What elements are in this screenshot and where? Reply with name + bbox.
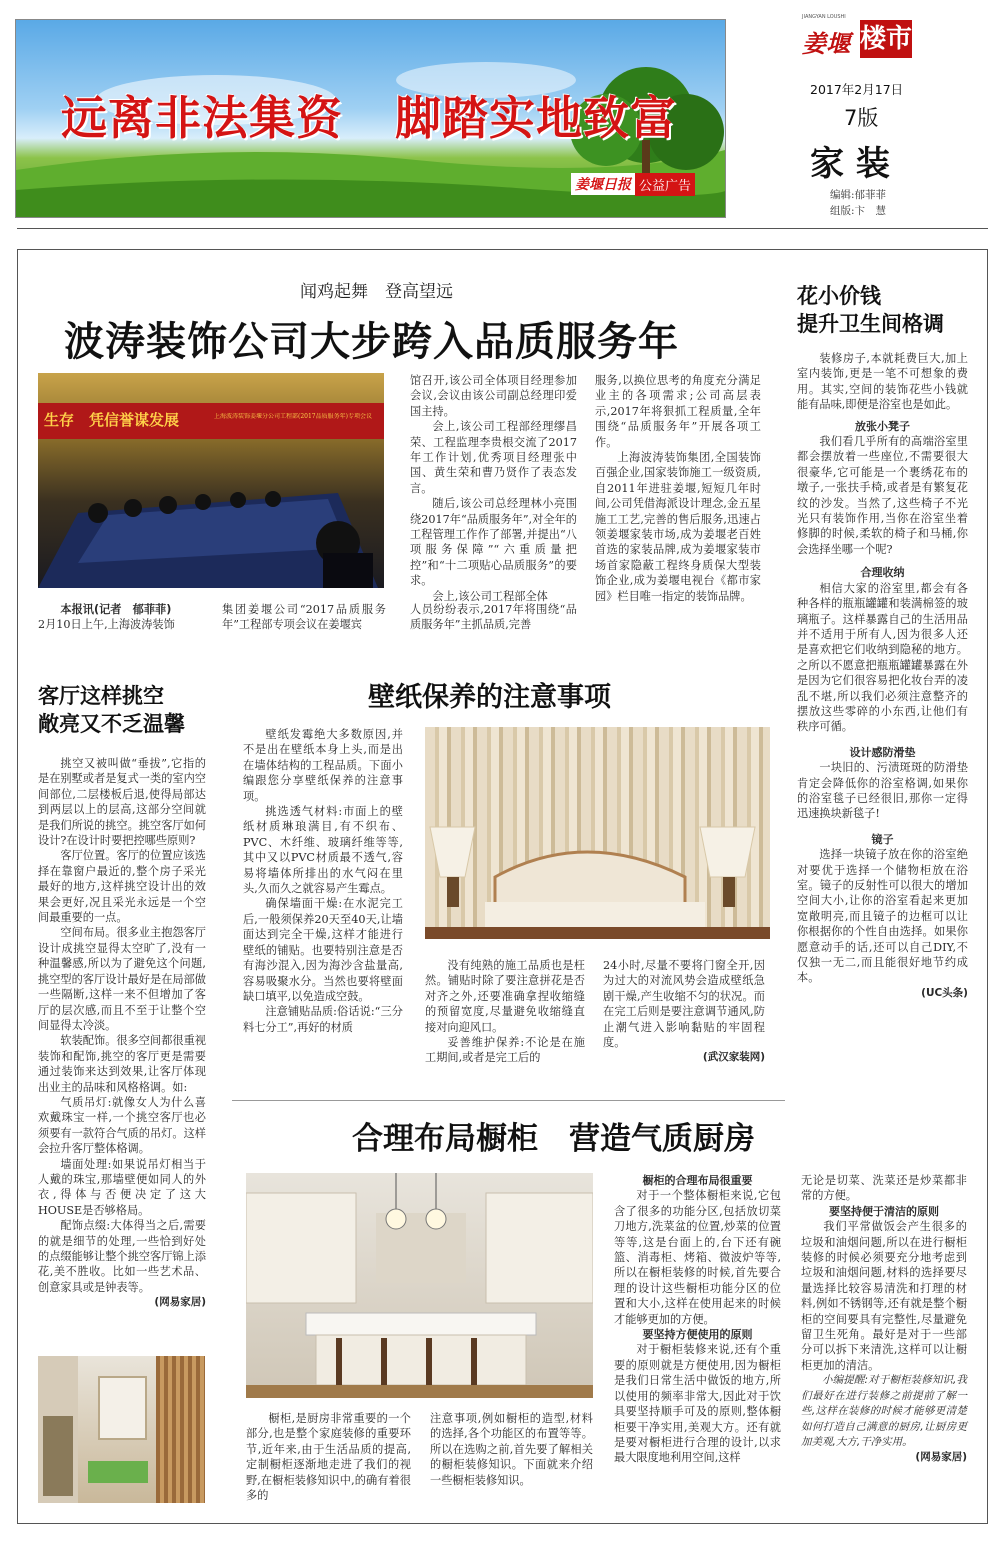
article-kicker: 闻鸡起舞 登高望远	[300, 282, 453, 302]
ad-slogan	[61, 82, 677, 148]
paragraph: 人员纷纷表示,2017年将围绕“品质服务年”主抓品质,完善	[410, 603, 577, 632]
wallpaper-title: 壁纸保养的注意事项	[368, 682, 611, 713]
paragraph: 注意铺贴品质:俗话说:“三分料七分工”,再好的材质	[243, 1005, 403, 1034]
paragraph: 没有纯熟的施工品质也是枉然。铺贴时除了要注意拼花是否对齐之外,还要准确拿捏收缩缝的预留宽度,尽量避免收缩缝直接对向迎风口。	[425, 959, 585, 1034]
ad-slogan-1: 远离非法集资	[61, 91, 343, 145]
masthead-small-text: JIANGYAN LOUSHI	[802, 14, 846, 20]
meeting-banner-right: 上海波涛装饰姜堰分公司工程部(2017品质服务年)专项会议	[214, 413, 372, 420]
art1-col3	[410, 373, 577, 604]
subheading: 合理收纳	[860, 566, 905, 580]
art1-lead: 2月10日上午,上海波涛装饰	[38, 618, 175, 632]
paragraph: 空间布局。很多业主抱怨客厅设计成挑空显得太空旷了,没有一种温馨感,所以为了避免这个问题,挑空型的客厅设计最好是在局部做一些隔断,这样一来不但增加了客厅的层次感,而且不至于让整个空间显得太冷淡。	[38, 926, 206, 1032]
art1-col3b	[410, 602, 577, 633]
editor-tip: 小编提醒:对于橱柜装修知识,我们最好在进行装修之前提前了解一些,这样在装修的时候才能够更清楚如何打造自己满意的厨房,让厨房更加美观,大方,干净实用。	[801, 1374, 967, 1448]
kitchen-col3	[614, 1173, 781, 1466]
page-number: 7版	[844, 106, 879, 130]
paragraph: 确保墙面干燥:在水泥完工后,一般须保养20天至40天,让墙面达到完全干燥,这样才能进行壁纸的铺贴。也要特别注意是否有海沙混入,因为海沙含盐量高,容易吸聚水分。当然也要将壁面缺口填平,以免造成空鼓。	[243, 897, 403, 1003]
masthead-brand: 姜堰	[802, 29, 850, 58]
kitchen-divider	[232, 1100, 785, 1101]
ad-tag: 公益广告	[635, 173, 695, 196]
designer-credit: 组版:卞 慧	[830, 205, 887, 217]
paragraph: 软装配饰。很多空间都很重视装饰和配饰,挑空的客厅更是需要通过装饰来达到效果,让客厅体现出业主的品味和风格格调。如:	[38, 1034, 206, 1094]
paragraph: 随后,该公司总经理林小亮围绕2017年“品质服务年”,对全年的工程管理工作作了部署,并提出“八项服务保障”“六重质量把控”和“十二项贴心品质服务”的要求。	[410, 497, 577, 588]
bath-title-1: 花小价钱	[797, 284, 881, 308]
ad-sponsor	[571, 173, 695, 195]
kitchen-photo	[246, 1173, 593, 1398]
conference-table	[38, 453, 384, 588]
paragraph: 选择一块镜子放在你的浴室绝对要优于选择一个储物柜放在浴室。镜子的反射性可以很大的增加空间大小,让你的浴室看起来更加宽敞明亮,而且镜子的边框可以让你根据你的个性自由选择。如果你愿意动手的话,还可以自己DIY,不仅独一无二,而且能很好地节约成本。	[797, 848, 968, 985]
meeting-photo	[38, 373, 384, 588]
paragraph: 橱柜,是厨房非常重要的一个部分,也是整个家庭装修的重要环节,近年来,由于生活品质的提高,定制橱柜逐渐地走进了我们的视野,在橱柜装修知识中,的确有着很多的	[246, 1412, 411, 1503]
art1-col2-text: 集团姜堰公司“2017品质服务年”工程部专项会议在姜堰宾	[222, 603, 386, 632]
wallpaper-col3	[603, 958, 765, 1066]
subheading: 要坚持便于清洁的原则	[829, 1204, 939, 1218]
sofa-and-lamps	[425, 727, 770, 939]
subheading: 橱柜的合理布局很重要	[642, 1174, 753, 1187]
kitchen-col2	[430, 1411, 593, 1488]
paragraph: 壁纸发霉绝大多数原因,并不是出在壁纸本身上头,而是出在墙体结构的工程品质。下面小编跟您分享壁纸保养的注意事项。	[243, 728, 403, 803]
masthead-section: 楼市	[860, 20, 912, 58]
bath-title-2: 提升卫生间格调	[797, 312, 944, 336]
paragraph: 对于一个整体橱柜来说,它包含了很多的功能分区,包括放切菜刀地方,洗菜盆的位置,炒菜的位置等等,这是台面上的,台下还有碗篮、消毒柜、烤箱、微波炉等等,所以在橱柜装修的时候,首先要合理的设计这些橱柜功能分区的位置和大小,这样在使用起来的时候才能够更加的方便。	[614, 1189, 781, 1326]
paragraph: 服务,以换位思考的角度充分满足业主的各项需求;公司高层表示,2017年将狠抓工程质量,全年围绕“品质服务年”开展各项工作。	[595, 374, 761, 449]
subheading: 要坚持方便使用的原则	[642, 1328, 753, 1342]
kitchen-scene	[246, 1173, 593, 1398]
source-credit: (网易家居)	[154, 1296, 206, 1309]
paragraph: 一块旧的、污渍斑斑的防滑垫肯定会降低你的浴室格调,如果你的浴室毯子已经很旧,那你一定得迅速换块新毯子!	[797, 761, 968, 821]
paragraph: 气质吊灯:就像女人为什么喜欢戴珠宝一样,一个挑空客厅也必须要有一款符合气质的吊灯。这样会拉升客厅整体格调。	[38, 1095, 206, 1156]
source-credit: (武汉家装网)	[702, 1051, 765, 1064]
subheading: 镜子	[871, 832, 894, 846]
paragraph: 相信大家的浴室里,都会有各种各样的瓶瓶罐罐和装满棉签的玻璃瓶子。这样暴露自己的生活用品并不适用于所有人,因为很多人还是喜欢把它们收纳到隐秘的地方。之所以不愿意把瓶瓶罐罐暴露在外是因为它们很容易把化妆台弄的凌乱不堪,所以我们必须注意整齐的摆放这些零碎的小东西,让他们有秩序可循。	[797, 581, 968, 734]
paragraph: 对于橱柜装修来说,还有个重要的原则就是方便使用,因为橱柜是我们日常生活中做饭的地方,所以使用的频率非常大,因此对于饮具要坚持顺手可及的原则,整体橱柜要干净实用,美观大方。还有就是要对橱柜进行合理的设计,以求最大限度地利用空间,这样	[614, 1343, 781, 1465]
paragraph: 无论是切菜、洗菜还是炒菜都非常的方便。	[801, 1174, 967, 1203]
paragraph: 上海波涛装饰集团,全国装饰百强企业,国家装饰施工一级资质,自2011年进驻姜堰,短短几年时间,公司凭借海派设计理念,金五星施工工艺,完善的售后服务,迅速占领姜堰家装市场,成为姜堰老百姓首选的家装品牌,成为姜堰家装市场首家隐蔽工程终身质保大型装饰企业,成为姜堰电视台《都市家园》栏目唯一指定的装饰品牌。	[595, 451, 761, 603]
ad-paper-name: 姜堰日报	[571, 173, 635, 195]
paragraph: 墙面处理:如果说吊灯相当于人戴的珠宝,那墙壁便如同人的外衣,得体与否便决定了这大HOUSE是否够格局。	[38, 1157, 206, 1217]
paragraph: 妥善维护保养:不论是在施工期间,或者是完工后的	[425, 1036, 585, 1065]
source-credit: (UC头条)	[921, 986, 968, 999]
article-title: 波涛装饰公司大步跨入品质服务年	[64, 319, 679, 365]
meeting-banner-left: 生存 凭信誉谋发展	[44, 411, 180, 429]
paragraph: 装修房子,本就耗费巨大,加上室内装饰,更是一笔不可想象的费用。其实,空间的装饰花些小钱就能有品味,即便是浴室也是如此。	[797, 352, 968, 412]
issue-date: 2017年2月17日	[810, 82, 904, 97]
ad-slogan-2: 脚踏实地致富	[395, 91, 678, 145]
paragraph: 注意事项,例如橱柜的造型,材料的选择,各个功能区的布置等等。所以在选购之前,首先要了解相关的橱柜装修知识。下面就来介绍一些橱柜装修知识。	[430, 1412, 593, 1487]
paragraph: 会上,该公司工程部全体	[432, 589, 548, 603]
paragraph: 我们平常做饭会产生很多的垃圾和油烟问题,所以在进行橱柜装修的时候必须要充分地考虑到垃圾和油烟问题,材料的选择要尽量选择比较容易清洗和打理的材料,例如不锈钢等,还有就是整个橱柜的空间要具有完整性,尽量避免留卫生死角。最好是对于一些部分可以拆下来清洗,这样可以让橱柜更加的清洁。	[801, 1220, 967, 1372]
subheading: 放张小凳子	[855, 419, 910, 433]
art1-col2	[222, 602, 386, 633]
paragraph: 客厅位置。客厅的位置应该选择在靠窗户最近的,整个房子采光最好的地方,这样挑空设计出的效果会更好,况且采光永远是一个空间最重要的一点。	[38, 849, 206, 925]
public-ad-banner	[15, 19, 726, 218]
kitchen-col1	[246, 1411, 411, 1503]
paragraph: 配饰点缀:大体得当之后,需要的就是细节的处理,一些恰到好处的点缀能够让整个挑空客厅锦上添花,美不胜收。比如一些艺术品、创意家具或是钟表等。	[38, 1219, 206, 1294]
source-credit: (网易家居)	[915, 1451, 967, 1464]
paragraph: 24小时,尽量不要将门窗全开,因为过大的对流风势会造成壁纸急剧干燥,产生收缩不匀的状况。而在完工后则是要注意调节通风,防止潮气进入影响黏贴的牢固程度。	[603, 959, 765, 1050]
paragraph: 馆召开,该公司全体项目经理参加会议,会议由该公司副总经理印爱国主持。	[410, 374, 577, 418]
living-article	[38, 756, 206, 1311]
section-topic: 家 装	[810, 144, 890, 184]
subheading: 设计感防滑垫	[849, 745, 916, 759]
living-title-2: 敞亮又不乏温馨	[38, 712, 185, 736]
kitchen-title: 合理布局橱柜 营造气质厨房	[352, 1121, 755, 1157]
frame-divider-top	[17, 228, 988, 229]
paragraph: 会上,该公司工程部经理缪昌荣、工程监理李贵根交流了2017年工作计划,优秀项目经理张中国、黄生荣和曹乃贤作了表态发言。	[410, 420, 577, 495]
art1-col4	[595, 373, 761, 604]
wallpaper-col2	[425, 958, 585, 1066]
editor-credit: 编辑:郁菲菲	[830, 189, 887, 201]
bath-article	[797, 351, 968, 1001]
paragraph: 挑选透气材料:市面上的壁纸材质琳琅满目,有不织布、PVC、木纤维、玻璃纤维等等,其中又以PVC材质最不透气,容易将墙体所排出的水气闷在里头,久而久之就容易产生霉点。	[243, 805, 403, 896]
art1-col1	[38, 602, 210, 633]
wallpaper-room-photo	[425, 727, 770, 939]
kitchen-col4	[801, 1173, 967, 1466]
art1-byline: 本报讯(记者 郁菲菲)	[60, 603, 172, 616]
masthead	[740, 14, 990, 224]
loft-living-photo	[38, 1356, 205, 1503]
living-title-1: 客厅这样挑空	[38, 684, 164, 708]
paragraph: 挑空又被叫做“垂拔”,它指的是在别墅或者是复式一类的室内空间部位,二层楼板后退,使得局部达到两层以上的层高,这部分空间就是我们所说的挑空。挑空客厅如何设计?在设计时要把控哪些原则?	[38, 757, 206, 848]
paragraph: 我们看几乎所有的高端浴室里都会摆放着一些座位,不需要很大很豪华,它可能是一个裹绣花布的墩子,一张扶手椅,或者是有繁复花纹的沙发。当然了,这些椅子不光光只有装饰作用,当你在浴室坐着修脚的时候,柔软的椅子和马桶,你会选择坐哪一个呢?	[797, 435, 968, 556]
wallpaper-col1	[243, 727, 403, 1035]
